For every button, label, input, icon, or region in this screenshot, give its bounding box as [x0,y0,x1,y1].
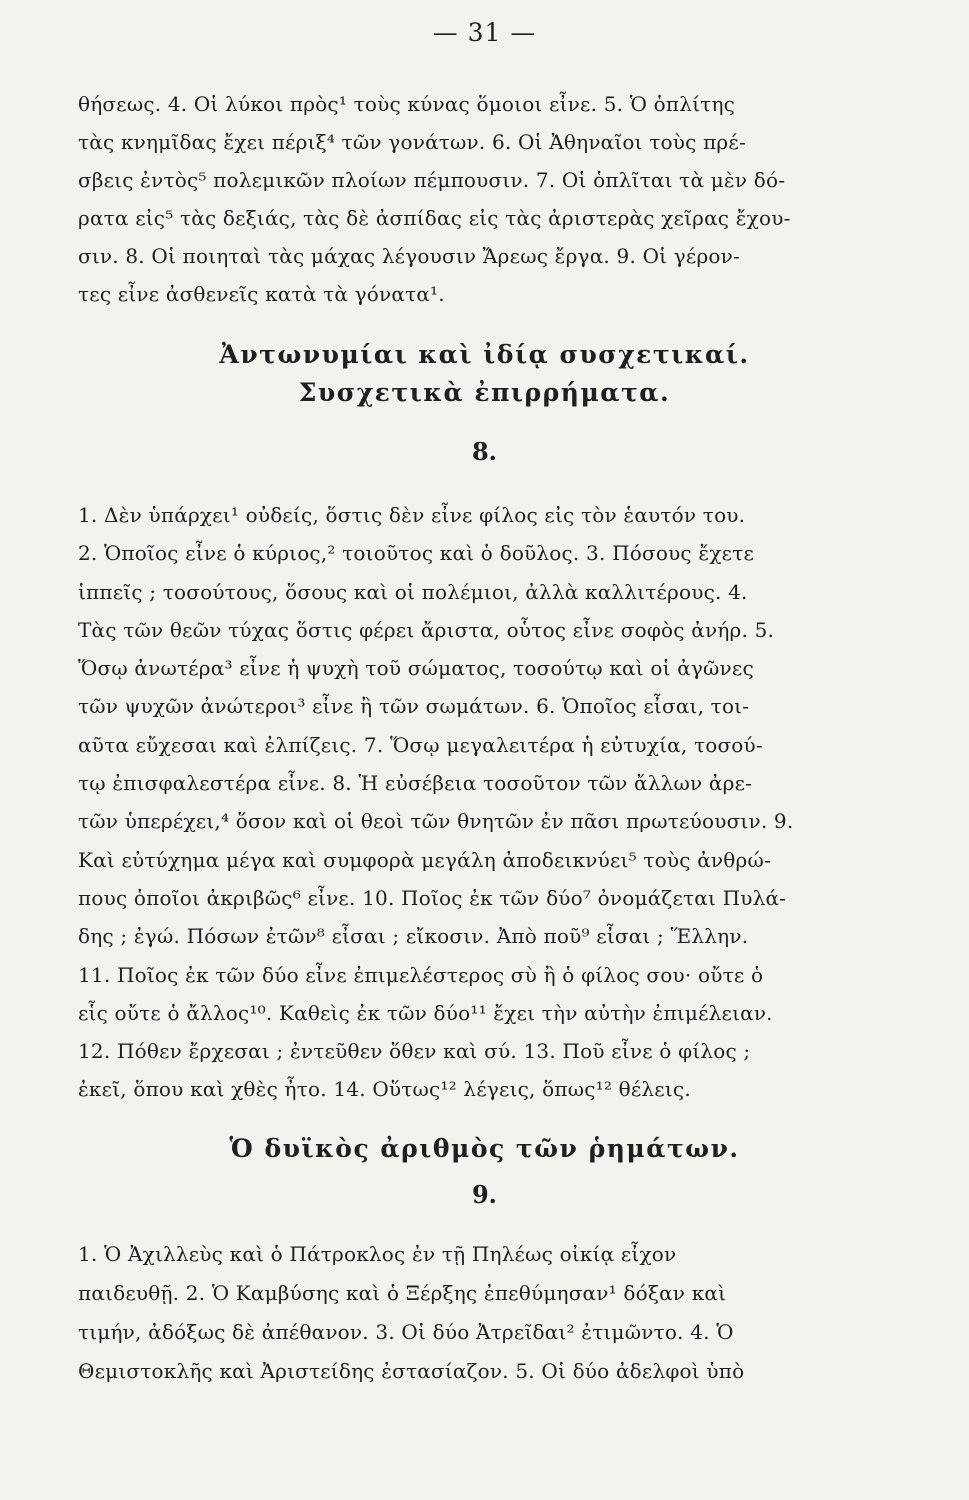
text-line: τῶν ὑπερέχει,⁴ ὅσον καὶ οἱ θεοὶ τῶν θνητῶν ἐν πᾶσι πρωτεύουσιν. 9. [78,809,794,834]
text-line: σβεις ἐντὸς⁵ πολεμικῶν πλοίων πέμπουσιν. 7. Οἱ ὁπλῖται τὰ μὲν δό- [78,168,786,192]
page-number: — 31 — [432,18,537,47]
text-line: 11. Ποῖος ἐκ τῶν δύο εἶνε ἐπιμελέστερος σὺ ἢ ὁ φίλος σου· οὔτε ὁ [78,962,764,987]
text-line: αῦτα εὔχεσαι καὶ ἐλπίζεις. 7. Ὅσῳ μεγαλειτέρα ἡ εὐτυχία, τοσού- [78,732,763,757]
text-line: εἷς οὔτε ὁ ἄλλος¹⁰. Καθεὶς ἐκ τῶν δύο¹¹ ἔχει τὴν αὐτὴν ἐπιμέλειαν. [78,1000,773,1025]
text-line: παιδευθῇ. 2. Ὁ Καμβύσης καὶ ὁ Ξέρξης ἐπεθύμησαν¹ δόξαν καὶ [78,1281,727,1305]
text-line: 1. Δὲν ὑπάρχει¹ οὐδείς, ὅστις δὲν εἶνε φίλος εἰς τὸν ἑαυτόν του. [78,503,746,527]
text-line: Τὰς τῶν θεῶν τύχας ὅστις φέρει ἄριστα, οὗτος εἶνε σοφὸς ἀνήρ. 5. [78,617,775,642]
exercise-9-text [78,1235,878,1391]
exercise-8-text [78,496,878,1109]
text-line: τῶν ψυχῶν ἀνώτεροι³ εἶνε ἢ τῶν σωμάτων. 6. Ὁποῖος εἶσαι, τοι- [78,694,750,719]
section-subheading: Συσχετικὰ ἐπιρρήματα. [298,378,671,407]
text-line: σιν. 8. Οἱ ποιηταὶ τὰς μάχας λέγουσιν Ἄρεως ἔργα. 9. Οἱ γέρον- [78,244,740,268]
text-line: θήσεως. 4. Οἱ λύκοι πρὸς¹ τοὺς κύνας ὅμοιοι εἶνε. 5. Ὁ ὁπλίτης [78,92,736,116]
text-line: 1. Ὁ Ἀχιλλεὺς καὶ ὁ Πάτροκλος ἐν τῇ Πηλέως οἰκίᾳ εἶχον [78,1242,677,1266]
text-line: τῳ ἐπισφαλεστέρα εἶνε. 8. Ἡ εὐσέβεια τοσοῦτον τῶν ἄλλων ἀρε- [78,771,753,796]
exercise-number: 8. [471,437,498,466]
text-line: ρατα εἰς⁵ τὰς δεξιάς, τὰς δὲ ἀσπίδας εἰς τὰς ἀριστερὰς χεῖρας ἔχου- [78,206,791,230]
text-line: δης ; ἐγώ. Πόσων ἐτῶν⁸ εἶσαι ; εἴκοσιν. Ἀπὸ ποῦ⁹ εἶσαι ; Ἕλλην. [78,924,749,949]
text-line: Ὅσῳ ἀνωτέρα³ εἶνε ἡ ψυχὴ τοῦ σώματος, τοσούτῳ καὶ οἱ ἀγῶνες [78,656,754,681]
text-line: ἱππεῖς ; τοσούτους, ὅσους καὶ οἱ πολέμιοι, ἀλλὰ καλλιτέρους. 4. [78,579,748,604]
text-line: Καὶ εὐτύχημα μέγα καὶ συμφορὰ μεγάλη ἀποδεικνύει⁵ τοὺς ἀνθρώ- [78,847,771,872]
section-heading: Ὁ δυϊκὸς ἀριθμὸς τῶν ῥημάτων. [229,1134,740,1163]
text-line: τιμήν, ἀδόξως δὲ ἀπέθανον. 3. Οἱ δύο Ἀτρεῖδαι² ἐτιμῶντο. 4. Ὁ [78,1320,734,1344]
text-line: τες εἶνε ἀσθενεῖς κατὰ τὰ γόνατα¹. [78,282,445,306]
text-line: 12. Πόθεν ἔρχεσαι ; ἐντεῦθεν ὅθεν καὶ σύ. 13. Ποῦ εἶνε ὁ φίλος ; [78,1039,751,1064]
section-heading: Ἀντωνυμίαι καὶ ἰδίᾳ συσχετικαί. [219,340,750,369]
intro-paragraph [78,85,878,313]
text-line: τὰς κνημῖδας ἔχει πέριξ⁴ τῶν γονάτων. 6. Οἱ Ἀθηναῖοι τοὺς πρέ- [78,130,746,154]
text-line: πους ὁποῖοι ἀκριβῶς⁶ εἶνε. 10. Ποῖος ἐκ τῶν δύο⁷ ὀνομάζεται Πυλά- [78,885,787,910]
exercise-number: 9. [471,1180,498,1209]
text-line: 2. Ὁποῖος εἶνε ὁ κύριος,² τοιοῦτος καὶ ὁ δοῦλος. 3. Πόσους ἔχετε [78,541,755,566]
text-line: ἐκεῖ, ὅπου καὶ χθὲς ἦτο. 14. Οὕτως¹² λέγεις, ὅπως¹² θέλεις. [78,1077,691,1102]
text-line: Θεμιστοκλῆς καὶ Ἀριστείδης ἐστασίαζον. 5. Οἱ δύο ἀδελφοὶ ὑπὸ [78,1359,745,1383]
